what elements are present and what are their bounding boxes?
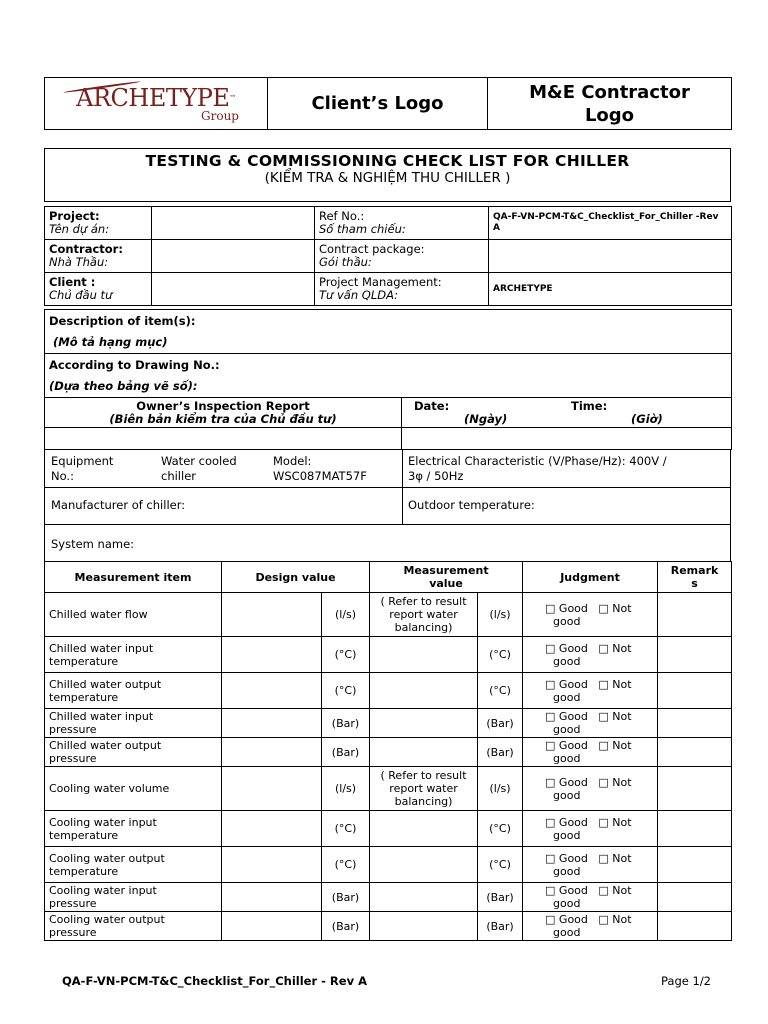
table-row (45, 673, 732, 709)
pm-label: Project Management: Tư vấn QLDA: (315, 273, 489, 306)
description-cell[interactable]: Description of item(s): (Mô tả hạng mục) (45, 310, 732, 354)
measurement-item: Cooling water output pressure (45, 912, 222, 941)
judgment-options: □ Good □ Not good (523, 673, 658, 709)
table-row (45, 767, 732, 811)
description-table (44, 309, 732, 450)
good-checkbox[interactable]: □ Good (545, 775, 588, 789)
not-good-checkbox[interactable]: □ Not (598, 815, 632, 829)
design-value-input[interactable] (222, 637, 322, 673)
remarks-input[interactable] (658, 673, 732, 709)
design-unit: (Bar) (322, 883, 370, 912)
not-good-checkbox[interactable]: □ Not (598, 913, 632, 926)
measurement-item: Chilled water flow (45, 593, 222, 637)
pm-value: ARCHETYPE (489, 273, 732, 306)
electrical-characteristic: Electrical Characteristic (V/Phase/Hz): 400V / 3φ / 50Hz (408, 454, 667, 483)
equipment-type: Water cooled chiller (161, 454, 237, 483)
outdoor-temperature-label: Outdoor temperature: (408, 498, 535, 512)
measurement-value-input[interactable] (370, 912, 478, 941)
contractor-label: Contractor: Nhà Thầu: (45, 240, 152, 273)
package-value[interactable] (489, 240, 732, 273)
measurement-unit: (l/s) (478, 767, 523, 811)
good-checkbox[interactable]: □ Good (545, 851, 588, 865)
design-value-input[interactable] (222, 883, 322, 912)
logo-main-text: ARCHETYPE (76, 83, 230, 112)
measurement-unit: (Bar) (478, 883, 523, 912)
judgment-options: □ Good □ Not good (523, 709, 658, 738)
measurement-unit: (°C) (478, 847, 523, 883)
design-unit: (Bar) (322, 738, 370, 767)
table-row (45, 593, 732, 637)
table-row (45, 847, 732, 883)
measurement-item: Chilled water output pressure (45, 738, 222, 767)
design-unit: (°C) (322, 637, 370, 673)
header-table (44, 77, 732, 130)
contractor-logo-cell: M&E Contractor Logo (488, 78, 732, 130)
measurement-value-input[interactable]: ( Refer to result report water balancing) (370, 767, 478, 811)
remarks-input[interactable] (658, 738, 732, 767)
judgment-options: □ Good □ Not good (523, 811, 658, 847)
measurement-unit: (Bar) (478, 709, 523, 738)
ref-value: QA-F-VN-PCM-T&C_Checklist_For_Chiller -Rev A (489, 207, 732, 240)
measurement-value-input[interactable]: ( Refer to result report water balancing) (370, 593, 478, 637)
owner-report-label: Owner’s Inspection Report (Biên bản kiểm tra của Chủ đầu tư) (45, 398, 402, 428)
not-good-checkbox[interactable]: □ Not (598, 739, 632, 752)
measurement-item: Cooling water input temperature (45, 811, 222, 847)
judgment-options: □ Good □ Not good (523, 637, 658, 673)
design-unit: (l/s) (322, 593, 370, 637)
remarks-input[interactable] (658, 912, 732, 941)
measurement-item: Chilled water input temperature (45, 637, 222, 673)
remarks-input[interactable] (658, 637, 732, 673)
design-value-input[interactable] (222, 709, 322, 738)
measurement-unit: (°C) (478, 811, 523, 847)
design-unit: (°C) (322, 811, 370, 847)
table-row (45, 811, 732, 847)
measurement-value-input[interactable] (370, 637, 478, 673)
good-checkbox[interactable]: □ Good (545, 601, 588, 615)
measurement-value-input[interactable] (370, 709, 478, 738)
remarks-input[interactable] (658, 883, 732, 912)
not-good-checkbox[interactable]: □ Not (598, 677, 632, 691)
header-measurement-item: Measurement item (45, 562, 222, 593)
good-checkbox[interactable]: □ Good (545, 677, 588, 691)
package-label: Contract package: Gói thầu: (315, 240, 489, 273)
design-unit: (Bar) (322, 709, 370, 738)
design-value-input[interactable] (222, 767, 322, 811)
client-value[interactable] (152, 273, 315, 306)
judgment-options: □ Good □ Not good (523, 738, 658, 767)
remarks-input[interactable] (658, 593, 732, 637)
table-row (45, 709, 732, 738)
client-logo-cell: Client’s Logo (268, 78, 488, 130)
measurement-value-input[interactable] (370, 883, 478, 912)
remarks-input[interactable] (658, 847, 732, 883)
design-value-input[interactable] (222, 593, 322, 637)
archetype-logo: ARCHETYPE™ Group (45, 78, 268, 130)
title-box (44, 148, 731, 202)
measurement-value-input[interactable] (370, 847, 478, 883)
measurement-item: Chilled water output temperature (45, 673, 222, 709)
page-title: TESTING & COMMISSIONING CHECK LIST FOR CHILLER (145, 152, 630, 170)
measurement-item: Chilled water input pressure (45, 709, 222, 738)
project-value[interactable] (152, 207, 315, 240)
header-judgment: Judgment (523, 562, 658, 593)
contractor-value[interactable] (152, 240, 315, 273)
equipment-model: Model: WSC087MAT57F (273, 454, 367, 483)
equipment-section (44, 449, 731, 562)
project-info-table (44, 206, 732, 306)
design-unit: (Bar) (322, 912, 370, 941)
judgment-options: □ Good □ Not good (523, 883, 658, 912)
judgment-options: □ Good □ Not good (523, 593, 658, 637)
judgment-options: □ Good □ Not good (523, 847, 658, 883)
design-value-input[interactable] (222, 912, 322, 941)
table-row (45, 738, 732, 767)
measurement-unit: (l/s) (478, 593, 523, 637)
remarks-input[interactable] (658, 709, 732, 738)
judgment-options: □ Good □ Not good (523, 912, 658, 941)
design-value-input[interactable] (222, 811, 322, 847)
owner-report-value[interactable] (45, 428, 402, 450)
equipment-label: Equipment No.: (51, 454, 114, 483)
good-checkbox[interactable]: □ Good (545, 884, 588, 897)
judgment-options: □ Good □ Not good (523, 767, 658, 811)
good-checkbox[interactable]: □ Good (545, 641, 588, 655)
not-good-checkbox[interactable]: □ Not (598, 851, 632, 865)
good-checkbox[interactable]: □ Good (545, 913, 588, 926)
remarks-input[interactable] (658, 767, 732, 811)
logo-sub-text: Group (201, 108, 239, 123)
not-good-checkbox[interactable]: □ Not (598, 710, 632, 723)
measurement-item: Cooling water output temperature (45, 847, 222, 883)
good-checkbox[interactable]: □ Good (545, 739, 588, 752)
manufacturer-label: Manufacturer of chiller: (51, 498, 186, 512)
design-unit: (°C) (322, 847, 370, 883)
remarks-input[interactable] (658, 811, 732, 847)
measurement-unit: (°C) (478, 673, 523, 709)
date-time-value[interactable] (402, 428, 732, 450)
header-remarks: Remark s (658, 562, 732, 593)
footer-page-number: Page 1/2 (661, 974, 712, 988)
not-good-checkbox[interactable]: □ Not (598, 884, 632, 897)
design-value-input[interactable] (222, 738, 322, 767)
design-unit: (°C) (322, 673, 370, 709)
measurement-unit: (Bar) (478, 738, 523, 767)
drawing-cell[interactable]: According to Drawing No.: (Dựa theo bảng vẽ số): (45, 354, 732, 398)
measurement-value-input[interactable] (370, 811, 478, 847)
measurement-item: Cooling water input pressure (45, 883, 222, 912)
page-subtitle: (KIỂM TRA & NGHIỆM THU CHILLER ) (264, 170, 511, 186)
not-good-checkbox[interactable]: □ Not (598, 775, 632, 789)
measurement-item: Cooling water volume (45, 767, 222, 811)
measurement-value-input[interactable] (370, 673, 478, 709)
table-row (45, 883, 732, 912)
date-time-label: Date: (Ngày) Time: (Giờ) (402, 398, 732, 428)
measurement-value-input[interactable] (370, 738, 478, 767)
not-good-checkbox[interactable]: □ Not (598, 601, 632, 615)
measurement-unit: (Bar) (478, 912, 523, 941)
good-checkbox[interactable]: □ Good (545, 710, 588, 723)
system-name-label: System name: (51, 537, 135, 551)
table-row (45, 637, 732, 673)
not-good-checkbox[interactable]: □ Not (598, 641, 632, 655)
project-label: Project: Tên dự án: (45, 207, 152, 240)
design-value-input[interactable] (222, 847, 322, 883)
header-design-value: Design value (222, 562, 370, 593)
measurement-table (44, 561, 732, 941)
table-row (45, 912, 732, 941)
measurement-unit: (°C) (478, 637, 523, 673)
good-checkbox[interactable]: □ Good (545, 815, 588, 829)
ref-label: Ref No.: Số tham chiếu: (315, 207, 489, 240)
design-value-input[interactable] (222, 673, 322, 709)
design-unit: (l/s) (322, 767, 370, 811)
footer-doc-code: QA-F-VN-PCM-T&C_Checklist_For_Chiller - Rev A (62, 974, 367, 988)
client-label: Client : Chủ đầu tư (45, 273, 152, 306)
header-measurement-value: Measurement value (370, 562, 523, 593)
